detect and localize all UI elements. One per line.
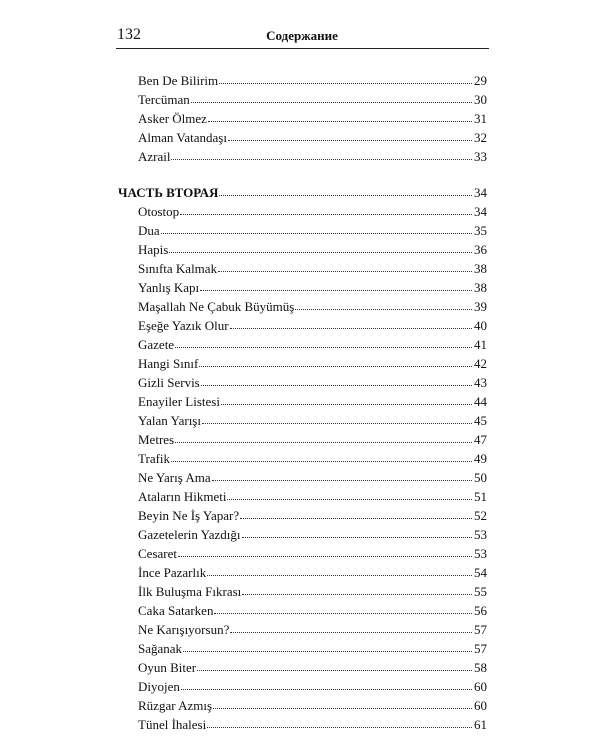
toc-entry: Tünel İhalesi 61	[138, 717, 487, 732]
toc-part-heading: ЧАСТЬ ВТОРАЯ 34	[118, 185, 487, 200]
toc-entry: Gazete 41	[138, 337, 487, 352]
toc-entry: Sağanak 57	[138, 641, 487, 656]
toc-entry: Cesaret 53	[138, 546, 487, 561]
page-header	[117, 24, 487, 48]
toc-entry: İlk Buluşma Fıkrası 55	[138, 584, 487, 599]
toc-entry: Otostop 34	[138, 204, 487, 219]
toc-entry: Ben De Bilirim 29	[138, 73, 487, 88]
toc-entry: Ataların Hikmeti 51	[138, 489, 487, 504]
toc-entry: Sınıfta Kalmak 38	[138, 261, 487, 276]
toc-entry: İnce Pazarlık 54	[138, 565, 487, 580]
toc-entry: Maşallah Ne Çabuk Büyümüş 39	[138, 299, 487, 314]
toc-entry: Gizli Servis 43	[138, 375, 487, 390]
toc-entry: Asker Ölmez 31	[138, 111, 487, 126]
page-number: 132	[117, 26, 141, 43]
toc-entry: Diyojen 60	[138, 679, 487, 694]
toc-entry: Beyin Ne İş Yapar? 52	[138, 508, 487, 523]
toc-entry: Trafik 49	[138, 451, 487, 466]
toc-entry: Dua 35	[138, 223, 487, 238]
toc-entry: Gazetelerin Yazdığı 53	[138, 527, 487, 542]
running-title: Содержание	[266, 28, 338, 43]
toc-entry: Hapis 36	[138, 242, 487, 257]
toc-entry: Enayiler Listesi 44	[138, 394, 487, 409]
toc-entry: Rüzgar Azmış 60	[138, 698, 487, 713]
toc-entry: Alman Vatandaşı 32	[138, 130, 487, 145]
toc-entry: Metres 47	[138, 432, 487, 447]
toc-entry: Eşeğe Yazık Olur 40	[138, 318, 487, 333]
toc-entry: Tercüman 30	[138, 92, 487, 107]
toc-entry: Yanlış Kapı 38	[138, 280, 487, 295]
toc-entry: Ne Yarış Ama 50	[138, 470, 487, 485]
toc-entry: Oyun Biter 58	[138, 660, 487, 675]
toc-entry: Ne Karışıyorsun? 57	[138, 622, 487, 637]
toc-entry: Hangi Sınıf 42	[138, 356, 487, 371]
toc-entry: Yalan Yarışı 45	[138, 413, 487, 428]
header-rule	[116, 48, 489, 49]
toc-entry: Caka Satarken 56	[138, 603, 487, 618]
toc-entry: Azrail 33	[138, 149, 487, 164]
